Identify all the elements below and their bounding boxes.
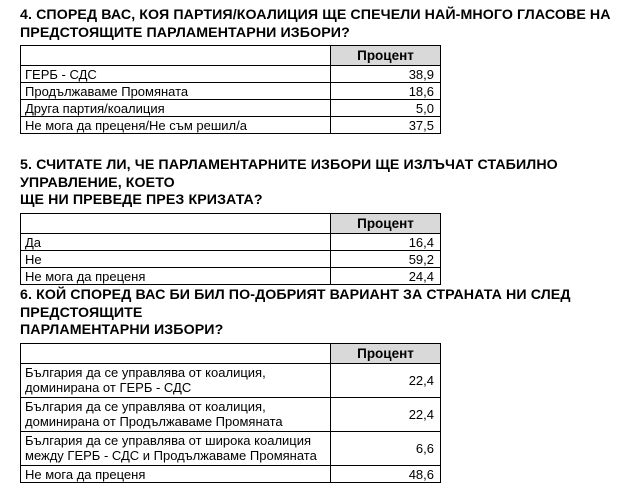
row-label xyxy=(21,397,331,431)
row-label: ГЕРБ - СДС xyxy=(21,66,331,83)
row-label: Друга партия/коалиция xyxy=(21,100,331,117)
table-header-row xyxy=(21,213,441,233)
row-label xyxy=(21,363,331,397)
question-6-title xyxy=(20,287,630,340)
row-label-line1: България да се управлява от коалиция, xyxy=(25,364,266,380)
header-blank-cell xyxy=(21,343,331,363)
row-label: Продължаваме Промяната xyxy=(21,83,331,100)
table-header-row xyxy=(21,46,441,66)
question-5-table xyxy=(20,213,441,285)
row-value: 6,6 xyxy=(331,431,441,465)
table-row xyxy=(21,397,441,431)
question-6-section xyxy=(20,287,620,483)
table-row xyxy=(21,233,441,250)
row-value: 22,4 xyxy=(331,363,441,397)
row-value: 24,4 xyxy=(331,267,441,284)
question-5-section xyxy=(20,157,620,285)
row-value: 16,4 xyxy=(331,233,441,250)
question-5-title-line1: 5. СЧИТАТЕ ЛИ, ЧЕ ПАРЛАМЕНТАРНИТЕ ИЗБОРИ ЩЕ ИЗЛЪЧАТ СТАБИЛНО УПРАВЛЕНИЕ, КОЕТО xyxy=(20,157,558,191)
percent-header: Процент xyxy=(331,46,441,66)
header-blank-cell xyxy=(21,213,331,233)
table-row xyxy=(21,117,441,134)
row-value: 48,6 xyxy=(331,465,441,482)
question-6-title-line1: 6. КОЙ СПОРЕД ВАС БИ БИЛ ПО-ДОБРИЯТ ВАРИАНТ ЗА СТРАНАТА НИ СЛЕД ПРЕДСТОЯЩИТЕ xyxy=(20,287,571,321)
question-5-title-line2: ЩЕ НИ ПРЕВЕДЕ ПРЕЗ КРИЗАТА? xyxy=(20,192,263,208)
row-value: 37,5 xyxy=(331,117,441,134)
table-row xyxy=(21,267,441,284)
table-header-row xyxy=(21,343,441,363)
question-4-title xyxy=(20,7,630,42)
question-5-title xyxy=(20,157,630,210)
table-row xyxy=(21,431,441,465)
table-row xyxy=(21,465,441,482)
row-value: 18,6 xyxy=(331,83,441,100)
row-label: Не мога да преценя xyxy=(21,267,331,284)
row-label xyxy=(21,431,331,465)
percent-header: Процент xyxy=(331,213,441,233)
header-blank-cell xyxy=(21,46,331,66)
row-label: Не мога да преценя xyxy=(21,465,331,482)
table-row xyxy=(21,66,441,83)
table-row xyxy=(21,83,441,100)
row-label: Да xyxy=(21,233,331,250)
percent-header: Процент xyxy=(331,343,441,363)
table-row xyxy=(21,100,441,117)
row-value: 5,0 xyxy=(331,100,441,117)
question-4-title-line1: 4. СПОРЕД ВАС, КОЯ ПАРТИЯ/КОАЛИЦИЯ ЩЕ СПЕЧЕЛИ НАЙ-МНОГО ГЛАСОВЕ НА xyxy=(20,7,611,23)
table-row xyxy=(21,363,441,397)
row-label-line2: между ГЕРБ - СДС и Продължаваме Промяната xyxy=(25,447,317,463)
row-label-line1: България да се управлява от коалиция, xyxy=(25,398,266,414)
row-label-line2: доминирана от Продължаваме Промяната xyxy=(25,413,283,429)
question-6-title-line2: ПАРЛАМЕНТАРНИ ИЗБОРИ? xyxy=(20,322,224,338)
question-4-table xyxy=(20,45,441,134)
question-6-table xyxy=(20,343,441,483)
row-label-line2: доминирана от ГЕРБ - СДС xyxy=(25,379,192,395)
table-row xyxy=(21,250,441,267)
row-value: 22,4 xyxy=(331,397,441,431)
row-value: 59,2 xyxy=(331,250,441,267)
question-4-title-line2: ПРЕДСТОЯЩИТЕ ПАРЛАМЕНТАРНИ ИЗБОРИ? xyxy=(20,24,350,41)
row-value: 38,9 xyxy=(331,66,441,83)
row-label: Не xyxy=(21,250,331,267)
row-label: Не мога да преценя/Не съм решил/а xyxy=(21,117,331,134)
question-4-section xyxy=(20,7,620,134)
row-label-line1: България да се управлява от широка коалиция xyxy=(25,432,312,448)
